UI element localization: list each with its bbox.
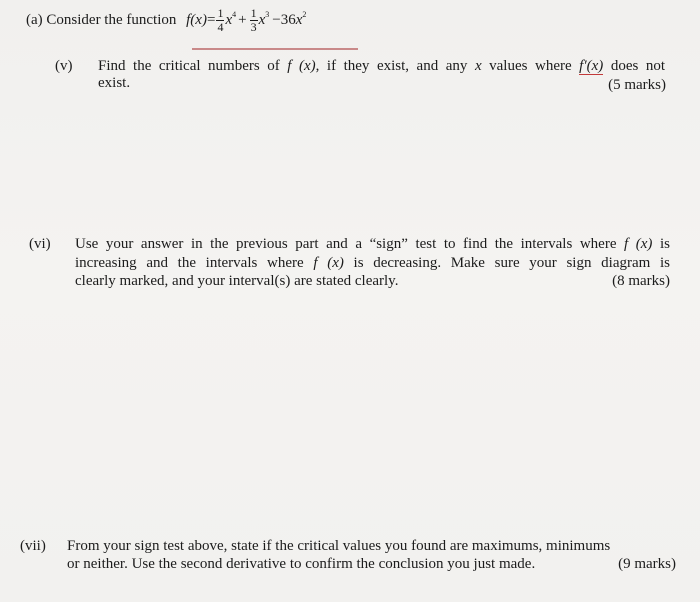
q6-line3: clearly marked, and your interval(s) are stated clearly. [75,273,399,289]
q6-text-c: increasing and the intervals where [75,255,304,271]
q5-text-a: Find the critical numbers of [98,58,280,74]
exponent-3: 3 [265,10,270,19]
q6-text-a: Use your answer in the previous part and a “sign” test to find the intervals where [75,236,617,252]
fraction-one-third [250,7,258,34]
term-x: x [295,12,303,28]
q6-line2 [75,255,670,272]
function-variable: x [195,12,202,28]
minus-coefficient: −36 [272,12,296,28]
fraction-one-quarter [216,7,224,34]
fraction-denominator: 4 [217,20,224,35]
fraction-numerator: 1 [217,6,224,21]
q5-fprime: f′(x) [579,58,604,74]
term-x: x [225,12,233,28]
q5-text-c: values where [489,58,572,74]
q6-text-d: is decreasing. Make sure your sign diagram is [353,255,670,271]
exponent-2: 2 [302,10,307,19]
fraction-denominator: 3 [250,20,257,35]
q6-fx: f (x) [624,236,653,252]
part-a-header [26,6,306,42]
q5-number: (v) [55,58,73,74]
q5-x-var: x [474,58,482,74]
term-x: x [258,12,266,28]
q7-line2: or neither. Use the second derivative to confirm the conclusion you just made. [67,556,536,572]
function-expression: f(x)= $\frac{1}{4}$ $x^4$ + $\frac{1}{3}$ $x^3 -36x^2$ [186,6,307,35]
q5-text-b: , if they exist, and any [315,58,468,74]
q5-marks: (5 marks) [608,77,666,93]
q6-number: (vi) [29,236,51,252]
part-a-intro: (a) Consider the function [26,11,177,28]
q6-line1 [75,236,670,253]
q5-line1 [98,58,665,75]
fraction-numerator: 1 [250,6,257,21]
exponent-4: 4 [232,10,237,19]
q6-marks: (8 marks) [612,273,670,289]
q7-number: (vii) [20,538,46,554]
q7-line1: From your sign test above, state if the critical values you found are maximums, minimums [67,538,611,554]
red-highlight-rule [192,48,358,50]
equals-sign: = [206,12,216,28]
plus-sign: + [238,12,247,28]
q7-marks: (9 marks) [618,556,676,572]
q6-fx: f (x) [313,255,344,271]
q5-line2: exist. [98,75,131,91]
q5-text-d: does not [610,58,666,74]
q5-fx: f (x) [287,58,316,74]
function-name: f [186,12,191,28]
q6-text-b: is [659,236,670,252]
